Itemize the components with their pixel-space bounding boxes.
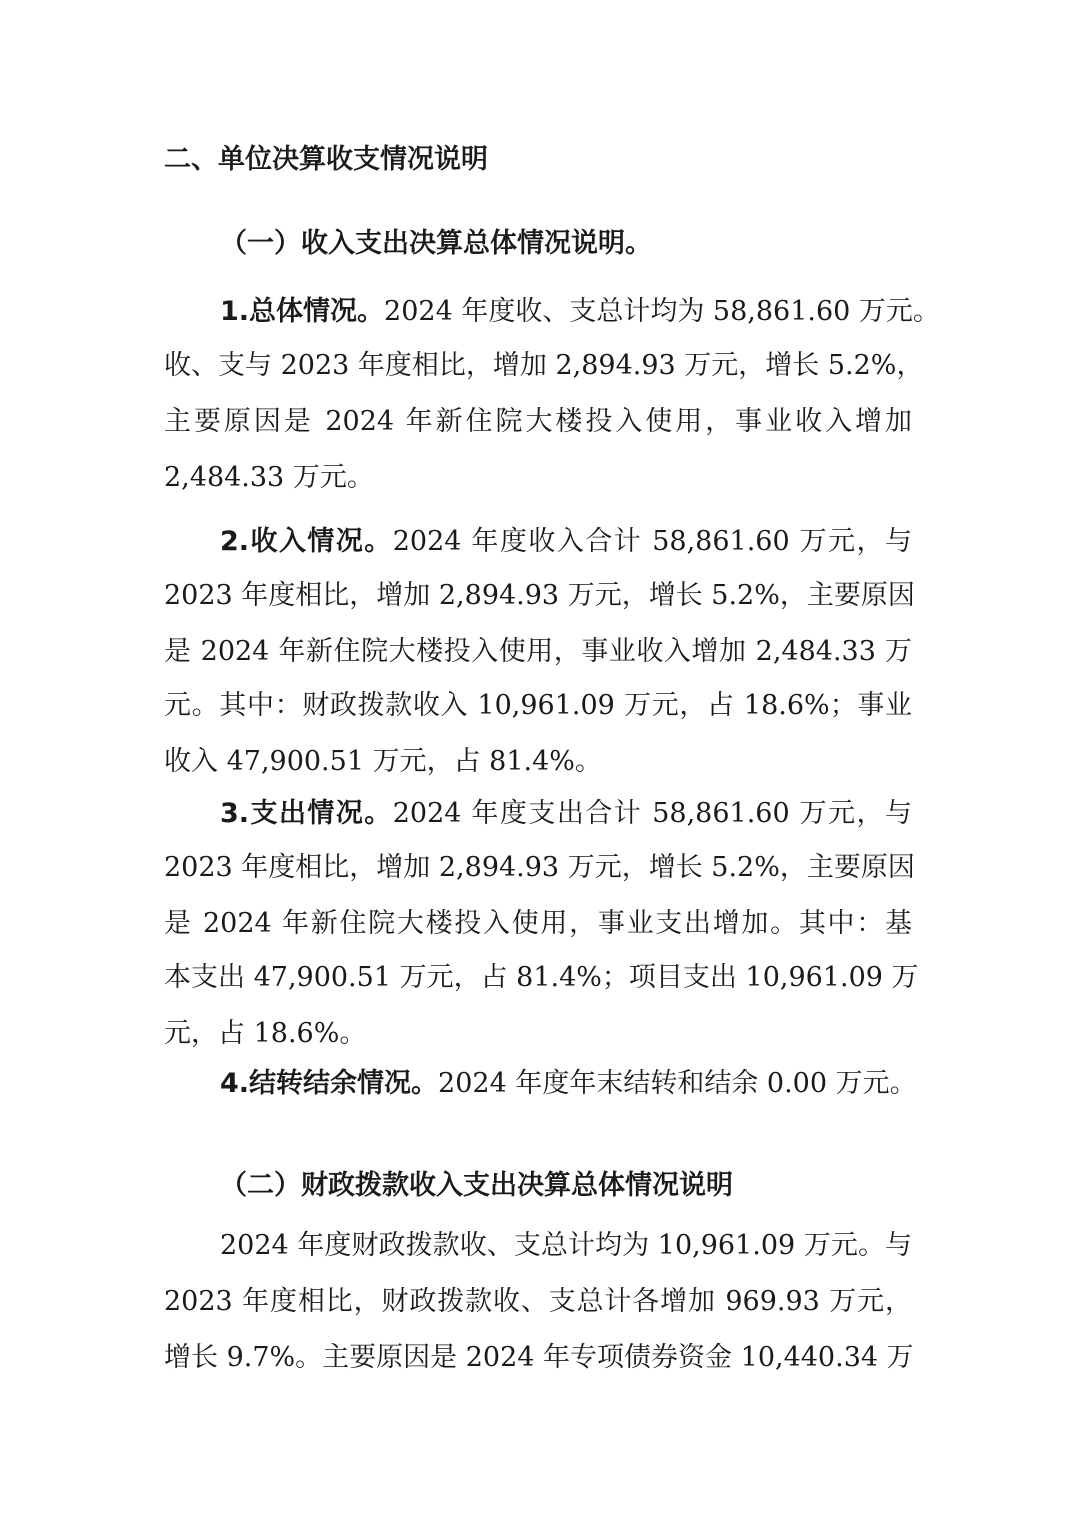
paragraph-line: 主要原因是 2024 年新住院大楼投入使用，事业收入增加	[164, 406, 912, 437]
paragraph-line: 本支出 47,900.51 万元，占 81.4%；项目支出 10,961.09 万	[164, 962, 919, 993]
paragraph-line	[220, 794, 912, 834]
paragraph-text: 2024 年度收入合计 58,861.60 万元，与	[392, 526, 913, 557]
paragraph-line: 收入 47,900.51 万元，占 81.4%。	[164, 746, 602, 777]
paragraph-line: 2023 年度相比，增加 2,894.93 万元，增长 5.2%，主要原因	[164, 580, 915, 611]
paragraph-line: 元。其中：财政拨款收入 10,961.09 万元，占 18.6%；事业	[164, 690, 912, 721]
paragraph-line	[220, 292, 940, 332]
paragraph-line	[220, 1064, 917, 1104]
section-heading: 二、单位决算收支情况说明	[164, 144, 488, 175]
paragraph-lead: 1.总体情况。	[220, 296, 385, 327]
paragraph-line: 收、支与 2023 年度相比，增加 2,894.93 万元，增长 5.2%，	[164, 350, 924, 381]
paragraph-line: 2024 年度财政拨款收、支总计均为 10,961.09 万元。与	[220, 1230, 912, 1261]
paragraph-text: 2024 年度年末结转和结余 0.00 万元。	[438, 1068, 917, 1099]
subsection-heading-2: （二）财政拨款收入支出决算总体情况说明	[220, 1170, 733, 1201]
paragraph-line: 元，占 18.6%。	[164, 1018, 367, 1049]
paragraph-line: 是 2024 年新住院大楼投入使用，事业支出增加。其中：基	[164, 908, 912, 939]
paragraph-lead: 2.收入情况。	[220, 526, 393, 557]
subsection-heading-1: （一）收入支出决算总体情况说明。	[220, 228, 652, 259]
paragraph-line: 2023 年度相比，增加 2,894.93 万元，增长 5.2%，主要原因	[164, 852, 915, 883]
paragraph-line: 增长 9.7%。主要原因是 2024 年专项债券资金 10,440.34 万	[164, 1342, 914, 1373]
paragraph-lead: 3.支出情况。	[220, 798, 393, 829]
paragraph-text: 2024 年度收、支总计均为 58,861.60 万元。	[384, 296, 940, 327]
paragraph-line: 2023 年度相比，财政拨款收、支总计各增加 969.93 万元，	[164, 1286, 912, 1317]
paragraph-line	[220, 522, 912, 562]
paragraph-lead: 4.结转结余情况。	[220, 1068, 439, 1099]
paragraph-line: 2,484.33 万元。	[164, 462, 374, 493]
paragraph-text: 2024 年度支出合计 58,861.60 万元，与	[392, 798, 913, 829]
paragraph-line: 是 2024 年新住院大楼投入使用，事业收入增加 2,484.33 万	[164, 636, 912, 667]
